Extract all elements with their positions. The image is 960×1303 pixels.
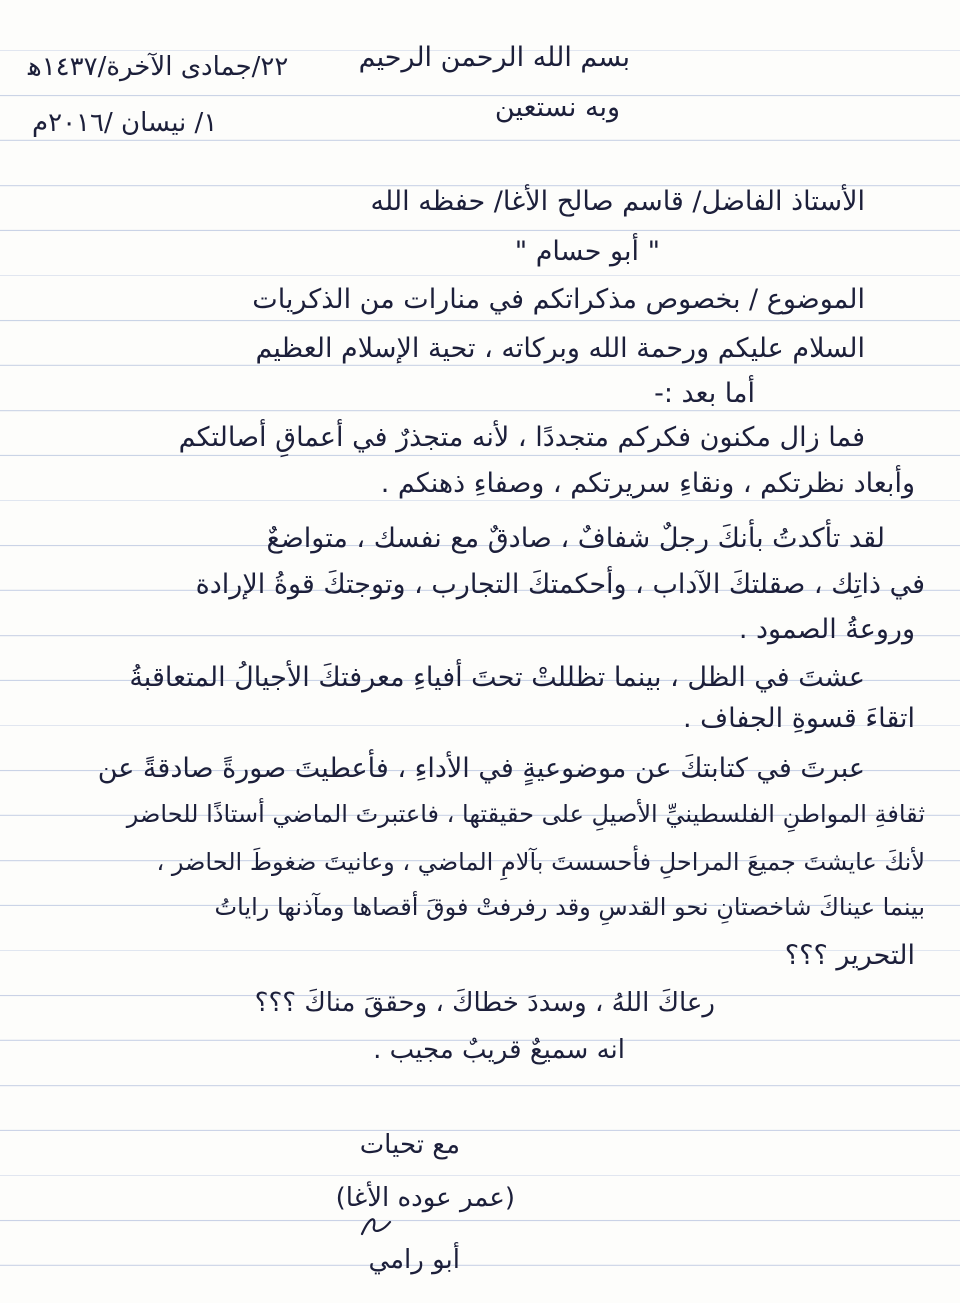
hijri-date: ٢٢/جمادى الآخرة/١٤٣٧ﻫ: [28, 52, 289, 82]
addressee-nickname: " أبو حسام ": [514, 236, 660, 267]
body-line: لقد تأكدتُ بأنكَ رجلٌ شفافٌ ، صادقٌ مع نفسك ، متواضعٌ: [266, 523, 885, 554]
addressee-line: الأستاذ الفاضل/ قاسم صالح الأغا/ حفظه الله: [370, 186, 865, 217]
body-line: لأنكَ عايشتَ جميعَ المراحلِ فأحسستَ بآلامِ الماضي ، وعانيتَ ضغوطَ الحاضر ،: [156, 848, 925, 876]
body-line: عبرتَ في كتابتكَ عن موضوعيةٍ في الأداءِ ، فأعطيتَ صورةً صادقةً عن: [97, 753, 865, 784]
body-line: فما زال مكنون فكركم متجددًا ، لأنه متجذرٌ في أعماقِ أصالتكم: [178, 422, 865, 453]
body-line: في ذاتِك ، صقلتكَ الآداب ، وأحكمتكَ التجارب ، وتوجتكَ قوةُ الإرادة: [195, 569, 925, 600]
closing-prayer-2: انه سميعٌ قريبٌ مجيب .: [373, 1035, 625, 1065]
body-line: ثقافةِ المواطنِ الفلسطينيِّ الأصيلِ على حقيقتها ، فاعتبرتَ الماضي أستاذًا للحاضر: [126, 800, 925, 828]
signer-name: (عمر عوده الأغا): [335, 1183, 515, 1213]
basmala: بسم الله الرحمن الرحيم: [358, 42, 630, 73]
body-line: بينما عيناكَ شاخصتانِ نحو القدسِ وقد رفرفتْ فوقَ أقصاها ومآذنها راياتُ: [214, 893, 925, 921]
body-line: اتقاءَ قسوةِ الجفاف .: [682, 703, 915, 734]
regards-label: مع تحيات: [359, 1130, 460, 1160]
signature-scribble-icon: [356, 1212, 396, 1242]
body-line: وروعةُ الصمود .: [738, 614, 915, 645]
subject-line: الموضوع / بخصوص مذكراتكم في منارات من الذكريات: [252, 284, 865, 315]
invocation: وبه نستعين: [494, 92, 620, 123]
greeting-line: السلام عليكم ورحمة الله وبركاته ، تحية الإسلام العظيم: [255, 333, 865, 364]
gregorian-date: ١/ نيسان /٢٠١٦م: [32, 108, 218, 138]
opening-line: أما بعد :-: [654, 378, 755, 409]
body-line: وأبعاد نظرتكم ، ونقاءِ سريرتكم ، وصفاءِ ذهنكم .: [380, 468, 915, 499]
closing-prayer: رعاكَ اللهُ ، وسددَ خطاكَ ، وحققَ مناكَ ؟؟؟: [254, 988, 715, 1018]
body-line: عشتَ في الظل ، بينما تظللتْ تحتَ أفياءِ معرفتكَ الأجيالُ المتعاقبةُ: [129, 662, 865, 693]
body-line: التحرير ؟؟؟: [784, 940, 915, 971]
signer-kunya: أبو رامي: [368, 1245, 460, 1275]
